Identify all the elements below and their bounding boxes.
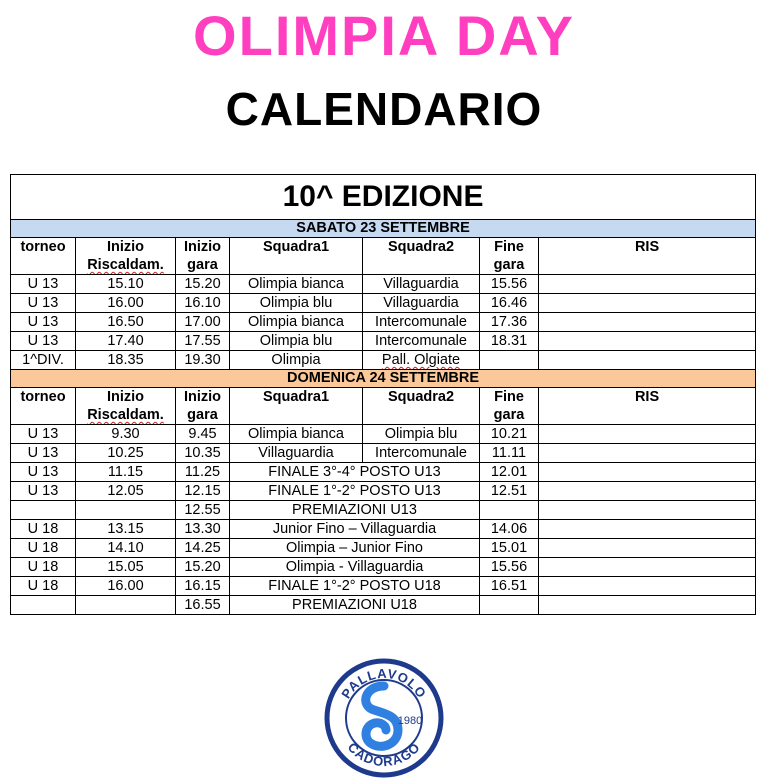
cell-riscaldamento: 16.00 xyxy=(76,294,176,313)
cell-ris xyxy=(539,596,756,615)
table-row xyxy=(11,577,756,596)
cell-fine: 17.36 xyxy=(480,313,539,332)
cell-riscaldamento: 9.30 xyxy=(76,425,176,444)
cell-torneo: U 13 xyxy=(11,275,76,294)
cell-ris xyxy=(539,539,756,558)
table-row xyxy=(11,444,756,463)
column-header: Squadra1 xyxy=(230,388,363,425)
cell-inizio: 12.15 xyxy=(176,482,230,501)
cell-squadra1: Olimpia bianca xyxy=(230,425,363,444)
cell-fine xyxy=(480,351,539,370)
cell-fine: 15.56 xyxy=(480,558,539,577)
cell-squadra2: Intercomunale xyxy=(363,313,480,332)
table-row xyxy=(11,501,756,520)
cell-inizio: 9.45 xyxy=(176,425,230,444)
table-row xyxy=(11,275,756,294)
table-row xyxy=(11,596,756,615)
column-header: Inizio Riscaldam. xyxy=(76,388,176,425)
table-row xyxy=(11,332,756,351)
table-row xyxy=(11,558,756,577)
cell-torneo: U 18 xyxy=(11,577,76,596)
table-row xyxy=(11,351,756,370)
cell-fine: 18.31 xyxy=(480,332,539,351)
day-label: SABATO 23 SETTEMBRE xyxy=(11,220,756,238)
cell-fine: 16.51 xyxy=(480,577,539,596)
cell-riscaldamento xyxy=(76,501,176,520)
cell-ris xyxy=(539,294,756,313)
column-header: torneo xyxy=(11,238,76,275)
cell-torneo: U 13 xyxy=(11,444,76,463)
cell-fine: 11.11 xyxy=(480,444,539,463)
cell-match: PREMIAZIONI U18 xyxy=(230,596,480,615)
cell-match: Olimpia – Junior Fino xyxy=(230,539,480,558)
cell-torneo: 1^DIV. xyxy=(11,351,76,370)
cell-inizio: 17.00 xyxy=(176,313,230,332)
cell-riscaldamento: 17.40 xyxy=(76,332,176,351)
cell-squadra2: Villaguardia xyxy=(363,294,480,313)
cell-squadra2: Olimpia blu xyxy=(363,425,480,444)
table-row xyxy=(11,539,756,558)
cell-squadra1: Olimpia bianca xyxy=(230,275,363,294)
cell-inizio: 11.25 xyxy=(176,463,230,482)
cell-match: Olimpia - Villaguardia xyxy=(230,558,480,577)
cell-squadra2: Pall. Olgiate xyxy=(363,351,480,370)
cell-torneo: U 13 xyxy=(11,313,76,332)
cell-ris xyxy=(539,425,756,444)
column-header: Fine gara xyxy=(480,238,539,275)
table-row xyxy=(11,294,756,313)
cell-riscaldamento: 15.05 xyxy=(76,558,176,577)
cell-fine: 16.46 xyxy=(480,294,539,313)
cell-fine: 15.56 xyxy=(480,275,539,294)
cell-fine xyxy=(480,501,539,520)
cell-riscaldamento: 16.00 xyxy=(76,577,176,596)
cell-fine: 12.51 xyxy=(480,482,539,501)
cell-inizio: 16.15 xyxy=(176,577,230,596)
club-logo xyxy=(324,658,444,778)
cell-fine xyxy=(480,596,539,615)
cell-torneo: U 13 xyxy=(11,463,76,482)
cell-match: FINALE 1°-2° POSTO U18 xyxy=(230,577,480,596)
cell-inizio: 10.35 xyxy=(176,444,230,463)
cell-inizio: 15.20 xyxy=(176,558,230,577)
cell-ris xyxy=(539,501,756,520)
table-row xyxy=(11,463,756,482)
cell-riscaldamento: 11.15 xyxy=(76,463,176,482)
column-header: Inizio Riscaldam. xyxy=(76,238,176,275)
cell-torneo xyxy=(11,501,76,520)
cell-inizio: 17.55 xyxy=(176,332,230,351)
cell-ris xyxy=(539,275,756,294)
cell-ris xyxy=(539,520,756,539)
cell-torneo xyxy=(11,596,76,615)
logo-top-text: PALLAVOLO xyxy=(338,665,430,702)
cell-riscaldamento: 12.05 xyxy=(76,482,176,501)
cell-torneo: U 13 xyxy=(11,294,76,313)
cell-ris xyxy=(539,577,756,596)
cell-squadra2: Villaguardia xyxy=(363,275,480,294)
column-header: Inizio gara xyxy=(176,388,230,425)
edition-title: 10^ EDIZIONE xyxy=(11,175,756,220)
cell-squadra1: Olimpia xyxy=(230,351,363,370)
cell-torneo: U 18 xyxy=(11,558,76,577)
cell-riscaldamento: 13.15 xyxy=(76,520,176,539)
cell-squadra1: Villaguardia xyxy=(230,444,363,463)
page-subtitle: CALENDARIO xyxy=(225,83,543,135)
cell-torneo: U 13 xyxy=(11,482,76,501)
cell-inizio: 14.25 xyxy=(176,539,230,558)
cell-match: FINALE 1°-2° POSTO U13 xyxy=(230,482,480,501)
cell-ris xyxy=(539,313,756,332)
column-header-row xyxy=(11,238,756,275)
cell-riscaldamento: 14.10 xyxy=(76,539,176,558)
column-header: Squadra1 xyxy=(230,238,363,275)
table-row xyxy=(11,520,756,539)
column-header: RIS xyxy=(539,238,756,275)
cell-torneo: U 13 xyxy=(11,425,76,444)
column-header: Squadra2 xyxy=(363,238,480,275)
cell-ris xyxy=(539,463,756,482)
cell-squadra2: Intercomunale xyxy=(363,444,480,463)
column-header: torneo xyxy=(11,388,76,425)
cell-inizio: 15.20 xyxy=(176,275,230,294)
cell-torneo: U 13 xyxy=(11,332,76,351)
cell-fine: 10.21 xyxy=(480,425,539,444)
cell-inizio: 12.55 xyxy=(176,501,230,520)
cell-inizio: 13.30 xyxy=(176,520,230,539)
cell-torneo: U 18 xyxy=(11,520,76,539)
column-header-row xyxy=(11,388,756,425)
cell-riscaldamento: 18.35 xyxy=(76,351,176,370)
schedule-table xyxy=(10,174,756,615)
column-header: Squadra2 xyxy=(363,388,480,425)
logo-bottom-text: CADORAGO xyxy=(344,739,424,770)
cell-ris xyxy=(539,444,756,463)
cell-ris xyxy=(539,332,756,351)
cell-match: Junior Fino – Villaguardia xyxy=(230,520,480,539)
cell-riscaldamento: 15.10 xyxy=(76,275,176,294)
day-band xyxy=(11,370,756,388)
cell-squadra1: Olimpia bianca xyxy=(230,313,363,332)
cell-riscaldamento: 10.25 xyxy=(76,444,176,463)
cell-inizio: 19.30 xyxy=(176,351,230,370)
cell-riscaldamento xyxy=(76,596,176,615)
cell-riscaldamento: 16.50 xyxy=(76,313,176,332)
day-label: DOMENICA 24 SETTEMBRE xyxy=(11,370,756,388)
cell-inizio: 16.55 xyxy=(176,596,230,615)
cell-match: PREMIAZIONI U13 xyxy=(230,501,480,520)
column-header: Inizio gara xyxy=(176,238,230,275)
cell-ris xyxy=(539,351,756,370)
cell-fine: 14.06 xyxy=(480,520,539,539)
cell-inizio: 16.10 xyxy=(176,294,230,313)
cell-fine: 12.01 xyxy=(480,463,539,482)
day-band xyxy=(11,220,756,238)
logo-year: 1980 xyxy=(397,715,423,727)
cell-ris xyxy=(539,558,756,577)
cell-squadra1: Olimpia blu xyxy=(230,294,363,313)
column-header: RIS xyxy=(539,388,756,425)
table-row xyxy=(11,482,756,501)
cell-match: FINALE 3°-4° POSTO U13 xyxy=(230,463,480,482)
event-title: OLIMPIA DAY xyxy=(193,4,575,67)
cell-fine: 15.01 xyxy=(480,539,539,558)
cell-torneo: U 18 xyxy=(11,539,76,558)
cell-squadra2: Intercomunale xyxy=(363,332,480,351)
column-header: Fine gara xyxy=(480,388,539,425)
cell-squadra1: Olimpia blu xyxy=(230,332,363,351)
table-row xyxy=(11,425,756,444)
cell-ris xyxy=(539,482,756,501)
table-row xyxy=(11,313,756,332)
